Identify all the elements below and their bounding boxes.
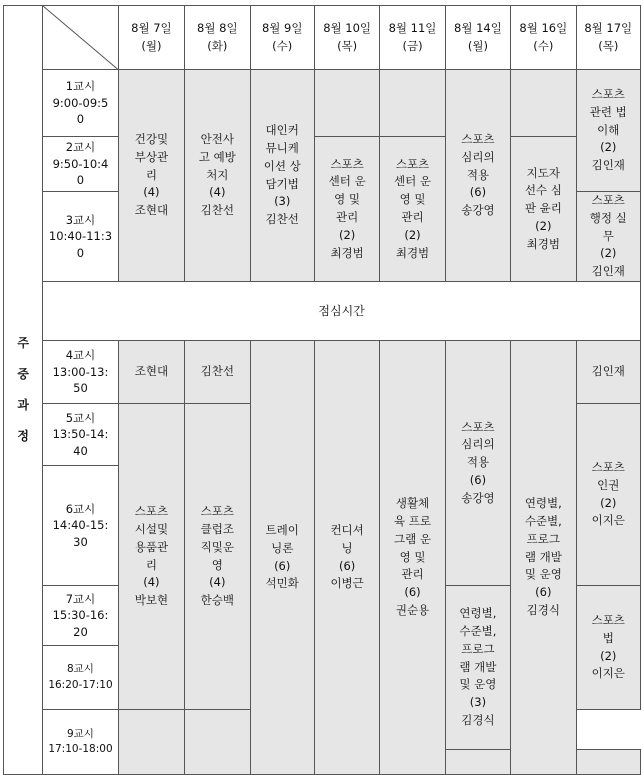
diagonal-line <box>43 6 117 69</box>
period-7: 7교시 15:30-16: 20 <box>43 586 118 646</box>
header-day-8: 8월 17일 (목) <box>576 6 640 70</box>
class-cell: 지도자 선수 심 판 윤리 (2) 최경범 <box>511 137 576 282</box>
header-day-4: 8월 10일 (목) <box>314 6 379 70</box>
class-cell: 스포츠 법 (2) 이지은 <box>576 586 640 710</box>
header-day-5: 8월 11일 (금) <box>380 6 445 70</box>
header-day-2: 8월 8일 (화) <box>185 6 250 70</box>
period-8: 8교시 16:20-17:10 <box>43 646 118 710</box>
empty-cell <box>511 70 576 137</box>
weekday-course-label: 주 중 과 정 <box>4 6 43 775</box>
class-cell: 스포츠 시설및 용품관 리 (4) 박보현 <box>118 404 184 710</box>
header-day-6: 8월 14일 (월) <box>445 6 510 70</box>
corner-diagonal-cell <box>43 6 118 70</box>
class-cell: 스포츠 클럽조 직및운 영 (4) 한승백 <box>185 404 250 710</box>
class-cell: 스포츠 인권 (2) 이지은 <box>576 404 640 586</box>
lunch-time: 점심시간 <box>43 282 641 341</box>
class-cell: 생활체 육 프로 그램 운 영 및 관리 (6) 권순용 <box>380 341 445 775</box>
class-cell: 대인커 뮤니케 이션 상 담기법 (3) 김찬선 <box>250 70 314 282</box>
schedule-table <box>3 5 641 775</box>
class-cell: 안전사 고 예방 처지 (4) 김찬선 <box>185 70 250 282</box>
header-day-1: 8월 7일 (월) <box>118 6 184 70</box>
class-cell: 스포츠 관련 법 이해 (2) 김인재 <box>576 70 640 192</box>
period-1: 1교시 9:00-09:5 0 <box>43 70 118 137</box>
class-cell: 트레이 닝론 (6) 석민화 <box>250 341 314 775</box>
empty-cell <box>118 710 184 775</box>
empty-cell <box>445 750 510 775</box>
class-cell: 스포츠 행정 실 무 (2) 김인재 <box>576 192 640 282</box>
class-cell: 연령별, 수준별, 프로그 램 개발 및 운영 (6) 김경식 <box>511 341 576 775</box>
instructor-cell: 김인재 <box>576 341 640 404</box>
class-cell: 스포츠 센터 운 영 및 관리 (2) 최경범 <box>380 137 445 282</box>
instructor-cell: 조현대 <box>118 341 184 404</box>
empty-cell <box>185 710 250 775</box>
empty-cell <box>576 750 640 775</box>
class-cell: 연령별, 수준별, 프로그 램 개발 및 운영 (3) 김경식 <box>445 586 510 750</box>
period-9: 9교시 17:10-18:00 <box>43 710 118 775</box>
class-cell: 스포츠 심리의 적용 (6) 송강영 <box>445 341 510 586</box>
period-6: 6교시 14:40-15: 30 <box>43 466 118 586</box>
period-5: 5교시 13:50-14: 40 <box>43 404 118 466</box>
period-4: 4교시 13:00-13: 50 <box>43 341 118 404</box>
empty-cell <box>380 70 445 137</box>
class-cell: 건강및 부상관 리 (4) 조현대 <box>118 70 184 282</box>
class-cell: 스포츠 센터 운 영 및 관리 (2) 최경범 <box>314 137 379 282</box>
class-cell: 컨디셔 닝 (6) 이병근 <box>314 341 379 775</box>
instructor-cell: 김찬선 <box>185 341 250 404</box>
period-3: 3교시 10:40-11:3 0 <box>43 192 118 282</box>
header-day-7: 8월 16일 (수) <box>511 6 576 70</box>
class-cell: 스포츠 심리의 적용 (6) 송강영 <box>445 70 510 282</box>
period-2: 2교시 9:50-10:4 0 <box>43 137 118 192</box>
header-day-3: 8월 9일 (수) <box>250 6 314 70</box>
empty-cell <box>314 70 379 137</box>
